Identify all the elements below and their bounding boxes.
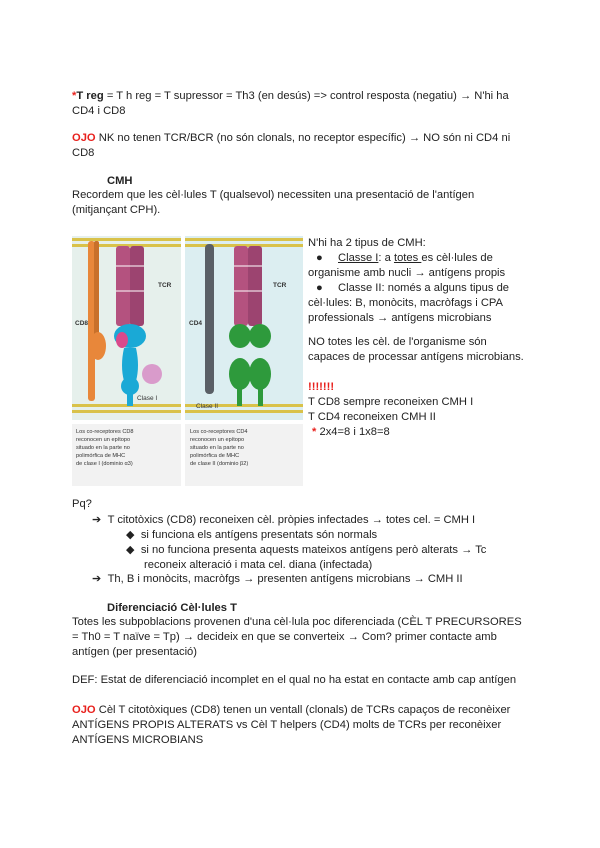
not-all-paragraph	[308, 335, 524, 365]
attention-block	[308, 380, 473, 440]
cmh-figure	[72, 236, 303, 486]
cd8-label: CD8	[75, 320, 89, 327]
ojo-mark: OJO	[72, 704, 96, 716]
pq-item-cd8-text: T citotòxics (CD8) reconeixen cèl. pròpies infectades → totes cel. = CMH I	[107, 514, 476, 526]
pq-sub-item-2-line2: reconeix alteració i mata cel. diana (infectada)	[144, 559, 373, 571]
not-all-line1: NO totes les cèl. de l'organisme són	[308, 336, 487, 348]
caption-left-line: situado en la parte no	[76, 445, 130, 451]
pq-item-cd8	[92, 513, 475, 528]
dif-line3: antígen (per presentació)	[72, 646, 198, 658]
class-ii-line2: cèl·lules: B, monòcits, macròfags i CPA	[308, 297, 504, 309]
tcr-left-shape	[116, 246, 144, 326]
ojo-tcr-line1: Cèl T citotòxiques (CD8) tenen un ventall (clonals) de TCRs capaços de reconèixer	[95, 704, 511, 716]
pq-sub-item-2-text: si no funciona presenta aquests mateixos antígens però alterats → Tc	[140, 544, 487, 556]
ojo-nk-paragraph	[72, 131, 510, 161]
caption-right-line: polimórfica de MHC	[190, 453, 240, 459]
attention-line1: T CD8 sempre reconeixen CMH I	[308, 396, 474, 408]
ojo-tcr-line3: ANTÍGENS MICROBIANS	[72, 734, 204, 746]
class-ii-line1: Classe II: només a alguns tipus de	[338, 282, 510, 294]
caption-left	[76, 428, 134, 468]
caption-right-line: de clase II (dominio β2)	[190, 461, 249, 467]
cd4-coreceptor-shape	[205, 244, 214, 394]
caption-right-line: situado en la parte no	[190, 445, 244, 451]
not-all-line2: capaces de processar antígens microbians.	[308, 351, 524, 363]
caption-left-line: Los co-receptores CD8	[76, 429, 134, 435]
class-ii-line3: professionals → antígens microbians	[308, 312, 492, 324]
class-i-text: es cèl·lules de	[421, 252, 493, 264]
cmh-types-intro: N'hi ha 2 tipus de CMH:	[308, 237, 426, 249]
clase-ii-label: Clase II	[196, 403, 219, 410]
ojo-mark: OJO	[72, 132, 96, 144]
pq-sub-item-1-text: si funciona els antígens presentats són normals	[140, 529, 378, 541]
diamond-icon: ◆	[126, 544, 135, 556]
arrow-icon: ➔	[92, 573, 102, 585]
clase-i-label: Clase I	[137, 395, 158, 402]
cd4-label: CD4	[189, 320, 203, 327]
diamond-icon: ◆	[126, 529, 135, 541]
cmh-line2: (mitjançant CPH).	[72, 204, 161, 216]
asterisk-mark: *	[72, 90, 77, 102]
caption-right	[190, 428, 248, 468]
cmh-paragraph	[72, 188, 474, 218]
bullet-icon: ●	[316, 282, 323, 294]
tcr-right-shape	[234, 246, 262, 326]
asterisk-mark: *	[312, 426, 317, 438]
attention-line2: T CD4 reconeixen CMH II	[308, 411, 436, 423]
arrow-icon: ➔	[92, 514, 102, 526]
dif-line1: Totes les subpoblacions provenen d'una cèl·lula poc diferenciada (CÈL T PRECURSORES	[72, 616, 522, 628]
treg-term: T reg	[76, 90, 104, 102]
ojo-nk-line2: CD8	[72, 147, 95, 159]
caption-left-line: de clase I (dominio α3)	[76, 461, 133, 467]
caption-right-line: reconocen un epítopo	[190, 437, 245, 443]
caption-left-line: reconocen un epítopo	[76, 437, 131, 443]
ojo-tcr-line2: ANTÍGENS PROPIS ALTERATS vs Cèl T helpers (CD4) molts de TCRs per reconèixer	[72, 719, 502, 731]
cmh-class-i-item	[308, 251, 505, 281]
ojo-nk-line1: NK no tenen TCR/BCR (no són clonals, no receptor específic) → NO són ni CD4 ni	[95, 132, 511, 144]
dif-heading: Diferenciació Cèl·lules T	[107, 602, 237, 614]
cmh-heading: CMH	[107, 175, 133, 187]
cmh-class-ii-item	[308, 281, 509, 326]
dif-paragraph	[72, 615, 522, 660]
def-paragraph: DEF: Estat de diferenciació incomplet en el qual no ha estat en contacte amb cap antígen	[72, 674, 517, 686]
tcr-right-label: TCR	[273, 282, 287, 289]
dif-line2: = Th0 = T naïve = Tp) → decideix en que se converteix → Com? primer contacte amb	[72, 631, 497, 643]
class-i-label: Classe I	[338, 252, 379, 264]
class-i-line2: organisme amb nucli → antígens propis	[308, 267, 506, 279]
ojo-tcr-paragraph	[72, 703, 510, 748]
bullet-icon: ●	[316, 252, 323, 264]
treg-paragraph	[72, 89, 509, 119]
treg-line2: CD4 i CD8	[72, 105, 126, 117]
exclamation-marks: !!!!!!!	[308, 381, 335, 393]
class-i-text: : a	[378, 252, 394, 264]
class-i-totes: totes	[393, 252, 422, 264]
cmh-line1: Recordem que les cèl·lules T (qualsevol) necessiten una presentació de l'antígen	[72, 189, 475, 201]
attention-line3: 2x4=8 i 1x8=8	[316, 426, 390, 438]
tcr-left-label: TCR	[158, 282, 172, 289]
treg-line1: = T h reg = T supressor = Th3 (en desús) => control resposta (negatiu) → N'hi ha	[103, 90, 509, 102]
caption-right-line: Los co-receptores CD4	[190, 429, 248, 435]
pq-item-cd4-text: Th, B i monòcits, macròfgs → presenten antígens microbians → CMH II	[107, 573, 463, 585]
pq-question: Pq?	[72, 498, 92, 510]
pq-sub-item-1	[126, 528, 377, 543]
pq-item-cd4	[92, 572, 463, 587]
pq-sub-item-2	[126, 543, 486, 573]
caption-left-line: polimórfica de MHC	[76, 453, 126, 459]
